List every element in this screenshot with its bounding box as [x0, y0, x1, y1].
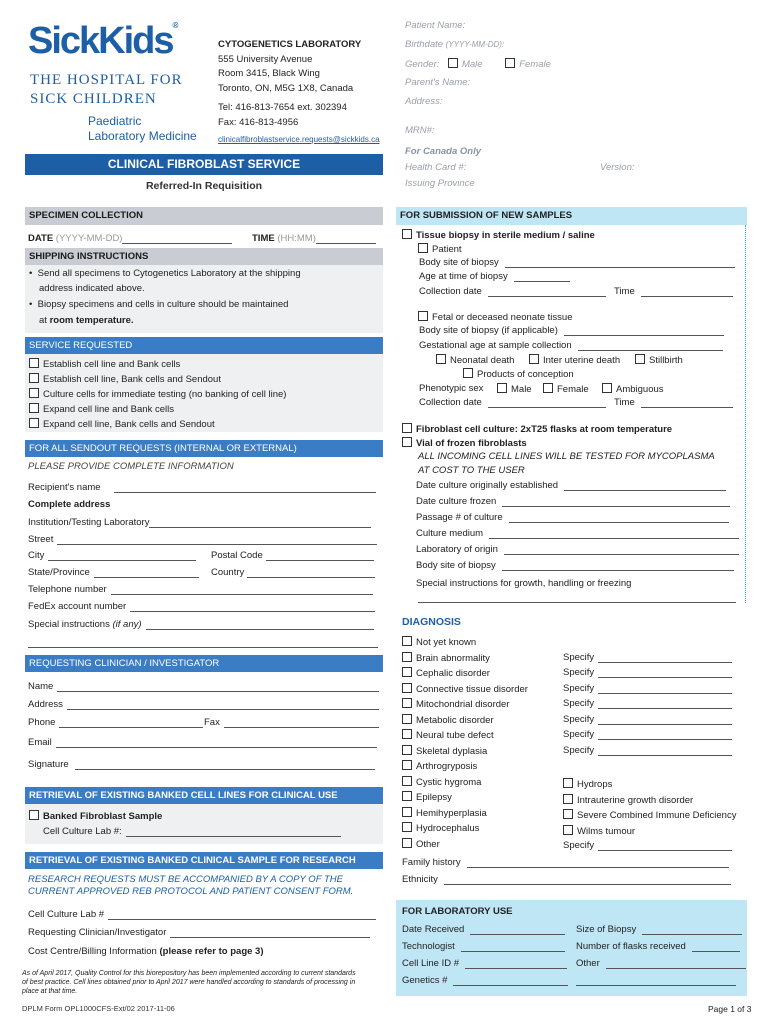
gender-male-checkbox[interactable] [448, 58, 458, 68]
phenotypic-sex-field: Phenotypic sex [419, 383, 484, 394]
diagnosis-option[interactable]: Not yet known [402, 636, 476, 648]
fibroblast-culture-checkbox[interactable]: Fibroblast cell culture: 2xT25 flasks at room temperature [402, 423, 672, 435]
diagnosis-option[interactable]: Metabolic disorder [402, 714, 494, 726]
body-site-field[interactable]: Body site of biopsy [419, 257, 735, 268]
specify-field[interactable]: Specify [563, 698, 732, 709]
diagnosis-option[interactable]: Brain abnormality [402, 652, 490, 664]
form-title: CLINICAL FIBROBLAST SERVICE [25, 154, 383, 175]
frozen-vial-checkbox[interactable]: Vial of frozen fibroblasts [402, 437, 527, 449]
retrieval-lab-field[interactable]: Cell Culture Lab #: [43, 826, 341, 837]
service-requested-header: SERVICE REQUESTED [25, 337, 383, 354]
other-field[interactable]: Other [576, 958, 746, 969]
flasks-received-field[interactable]: Number of flasks received [576, 941, 740, 952]
sendout-header: FOR ALL SENDOUT REQUESTS (INTERNAL OR EXTERNAL) [25, 440, 383, 457]
diagnosis-option[interactable]: Neural tube defect [402, 729, 494, 741]
cell-line-id-field[interactable]: Cell Line ID # [402, 958, 567, 969]
specify-field[interactable]: Specify [563, 729, 732, 740]
ethnicity-field[interactable]: Ethnicity [402, 874, 731, 885]
shipping-instructions: • Send all specimens to Cytogenetics Laboratory at the shipping address indicated above. • Biopsy specimens and cells in culture should be maintained at room temperature. [25, 265, 383, 333]
patient-checkbox[interactable]: Patient [418, 243, 462, 255]
stillbirth-checkbox[interactable]: Stillbirth [635, 354, 683, 366]
mrn-field[interactable]: MRN#: [405, 125, 435, 136]
diagnosis-header: DIAGNOSIS [402, 616, 461, 628]
lab-use-extra-line[interactable] [576, 985, 736, 986]
banked-sample-checkbox[interactable]: Banked Fibroblast Sample [29, 810, 162, 822]
diagnosis-option[interactable]: Epilepsy [402, 791, 452, 803]
retrieval-clinical-body [25, 804, 383, 844]
form-subtitle: Referred-In Requisition [145, 180, 263, 192]
lab-use-box [396, 900, 747, 996]
diagnosis-option[interactable]: Hydrocephalus [402, 822, 479, 834]
lab-contact: CYTOGENETICS LABORATORY 555 University Avenue Room 3415, Black Wing Toronto, ON, M5G 1X8, Canada Tel: 416-813-7654 ext. 302394 Fax: 416-813-4956 clinicalfibroblastservice.requests@sickkids.ca [218, 38, 380, 148]
patient-name-field[interactable]: Patient Name: [405, 20, 466, 31]
state-field[interactable]: State/Province [28, 567, 199, 578]
age-field[interactable]: Age at time of biopsy [419, 271, 570, 282]
date-established-field[interactable]: Date culture originally established [416, 480, 726, 491]
passage-field[interactable]: Passage # of culture [416, 512, 729, 523]
date-received-field[interactable]: Date Received [402, 924, 565, 935]
new-samples-header: FOR SUBMISSION OF NEW SAMPLES [396, 207, 747, 225]
sex-ambiguous-checkbox[interactable]: Ambiguous [602, 383, 664, 395]
gender-female-checkbox[interactable] [505, 58, 515, 68]
recipient-name-field[interactable]: Recipient's name [28, 482, 376, 493]
service-option[interactable]: Expand cell line and Bank cells [29, 403, 174, 415]
poc-checkbox[interactable]: Products of conception [463, 368, 574, 380]
diagnosis-option[interactable]: Connective tissue disorder [402, 683, 528, 695]
mycoplasma-note-1: ALL INCOMING CELL LINES WILL BE TESTED FOR MYCOPLASMA [418, 451, 715, 462]
gender-field: Gender: Male Female [405, 59, 551, 70]
technologist-field[interactable]: Technologist [402, 941, 565, 952]
specimen-collection-header: SPECIMEN COLLECTION [25, 207, 383, 225]
special-instructions-line[interactable] [28, 647, 378, 648]
mycoplasma-note-2: AT COST TO THE USER [418, 465, 525, 476]
fedex-field[interactable]: FedEx account number [28, 601, 375, 612]
form-number: DPLM Form OPL1000CFS-Ext/02 2017-11-06 [22, 1004, 175, 1013]
hospital-name: THE HOSPITAL FOR SICK CHILDREN [30, 72, 183, 107]
diagnosis-option[interactable]: Wilms tumour [563, 825, 635, 837]
special-growth-line[interactable] [418, 602, 736, 603]
sendout-note: PLEASE PROVIDE COMPLETE INFORMATION [28, 461, 234, 472]
page-number: Page 1 of 3 [708, 1004, 752, 1014]
clinician-header: REQUESTING CLINICIAN / INVESTIGATOR [25, 655, 383, 672]
body-site-2-field[interactable]: Body site of biopsy (if applicable) [419, 325, 724, 336]
sickkids-logo: SickKids® [28, 20, 179, 62]
collection-time-2-field[interactable]: Time [614, 397, 733, 408]
birthdate-field[interactable]: Birthdate (YYYY-MM-DD): [405, 39, 505, 50]
canada-label: For Canada Only [405, 146, 482, 157]
department-name: Paediatric Laboratory Medicine [88, 114, 197, 143]
neonatal-death-checkbox[interactable]: Neonatal death [436, 354, 514, 366]
diagnosis-option[interactable]: Other [402, 838, 440, 850]
specify-field[interactable]: Specify [563, 652, 732, 663]
service-option[interactable]: Establish cell line and Bank cells [29, 358, 180, 370]
body-site-3-field[interactable]: Body site of biopsy [416, 560, 734, 571]
collection-time-field[interactable]: TIME (HH:MM) [252, 233, 376, 244]
complete-address-label: Complete address [28, 499, 111, 510]
street-field[interactable]: Street [28, 534, 377, 545]
service-option[interactable]: Expand cell line, Bank cells and Sendout [29, 418, 215, 430]
research-note-1: RESEARCH REQUESTS MUST BE ACCOMPANIED BY A COPY OF THE [28, 874, 343, 885]
postal-code-field[interactable]: Postal Code [211, 550, 374, 561]
province-field[interactable]: Issuing Province [405, 178, 475, 189]
diagnosis-option[interactable]: Severe Combined Immune Deficiency [563, 809, 736, 821]
diagnosis-option[interactable]: Hemihyperplasia [402, 807, 487, 819]
genetics-number-field[interactable]: Genetics # [402, 975, 568, 986]
diagnosis-option[interactable]: Mitochondrial disorder [402, 698, 509, 710]
date-frozen-field[interactable]: Date culture frozen [416, 496, 730, 507]
tissue-biopsy-checkbox[interactable]: Tissue biopsy in sterile medium / saline [402, 229, 595, 241]
diagnosis-option[interactable]: Cephalic disorder [402, 667, 490, 679]
diagnosis-option[interactable]: Intrauterine growth disorder [563, 794, 693, 806]
diagnosis-option[interactable]: Arthrogryposis [402, 760, 477, 772]
research-lab-field[interactable]: Cell Culture Lab # [28, 909, 376, 920]
collection-date-2-field[interactable]: Collection date [419, 397, 606, 408]
family-history-field[interactable]: Family history [402, 857, 729, 868]
lab-email-link[interactable]: clinicalfibroblastservice.requests@sickkids.ca [218, 135, 380, 144]
specify-field[interactable]: Specify [563, 683, 732, 694]
specify-field[interactable]: Specify [563, 840, 732, 851]
retrieval-clinical-header: RETRIEVAL OF EXISTING BANKED CELL LINES FOR CLINICAL USE [25, 787, 383, 804]
sex-male-checkbox[interactable]: Male [497, 383, 532, 395]
clinician-address-field[interactable]: Address [28, 699, 379, 710]
special-growth-label: Special instructions for growth, handling or freezing [416, 578, 632, 589]
diagnosis-option[interactable]: Cystic hygroma [402, 776, 481, 788]
lab-use-header: FOR LABORATORY USE [402, 906, 513, 917]
footnote: As of April 2017, Quality Control for this biorepository has been implemented according to current standards of best practice. Cell lines obtained prior to April 2017 were handled according to standards of processing in place at that time. [22, 970, 356, 995]
country-field[interactable]: Country [211, 567, 375, 578]
specify-field[interactable]: Specify [563, 714, 732, 725]
fetal-tissue-checkbox[interactable]: Fetal or deceased neonate tissue [418, 311, 572, 323]
sex-female-checkbox[interactable]: Female [543, 383, 589, 395]
diagnosis-option[interactable]: Skeletal dyplasia [402, 745, 487, 757]
telephone-field[interactable]: Telephone number [28, 584, 373, 595]
clinician-signature-field[interactable]: Signature [28, 759, 375, 770]
research-clinician-field[interactable]: Requesting Clinician/Investigator [28, 927, 370, 938]
lab-origin-field[interactable]: Laboratory of origin [416, 544, 739, 555]
institution-field[interactable]: Institution/Testing Laboratory [28, 517, 371, 528]
shipping-instructions-header: SHIPPING INSTRUCTIONS [25, 248, 383, 265]
biopsy-size-field[interactable]: Size of Biopsy [576, 924, 742, 935]
collection-date-field[interactable]: DATE (YYYY-MM-DD) [28, 233, 232, 244]
new-samples-border [745, 225, 746, 603]
research-cost-field[interactable]: Cost Centre/Billing Information (please refer to page 3) [28, 946, 264, 957]
collection-time-1-field[interactable]: Time [614, 286, 733, 297]
patient-info [405, 20, 635, 197]
service-option[interactable]: Culture cells for immediate testing (no banking of cell line) [29, 388, 286, 400]
culture-medium-field[interactable]: Culture medium [416, 528, 739, 539]
clinician-fax-field[interactable]: Fax [204, 717, 379, 728]
special-instructions-field[interactable]: Special instructions (if any) [28, 619, 374, 630]
diagnosis-option[interactable]: Hydrops [563, 778, 612, 790]
service-requested-list [25, 354, 383, 432]
specify-field[interactable]: Specify [563, 667, 732, 678]
address-field[interactable]: Address: [405, 96, 443, 107]
clinician-email-field[interactable]: Email [28, 737, 377, 748]
clinician-phone-field[interactable]: Phone [28, 717, 203, 728]
clinician-name-field[interactable]: Name [28, 681, 379, 692]
retrieval-research-header: RETRIEVAL OF EXISTING BANKED CLINICAL SAMPLE FOR RESEARCH [25, 852, 383, 869]
gestational-age-field[interactable]: Gestational age at sample collection [419, 340, 723, 351]
research-note-2: CURRENT APPROVED REB PROTOCOL AND PATIENT CONSENT FORM. [28, 886, 354, 897]
collection-date-1-field[interactable]: Collection date [419, 286, 606, 297]
service-option[interactable]: Establish cell line, Bank cells and Sendout [29, 373, 221, 385]
city-field[interactable]: City [28, 550, 196, 561]
iud-checkbox[interactable]: Inter uterine death [529, 354, 620, 366]
health-card-field[interactable]: Health Card #: [405, 162, 467, 173]
specify-field[interactable]: Specify [563, 745, 732, 756]
version-field[interactable]: Version: [600, 162, 635, 173]
parent-name-field[interactable]: Parent's Name: [405, 77, 471, 88]
